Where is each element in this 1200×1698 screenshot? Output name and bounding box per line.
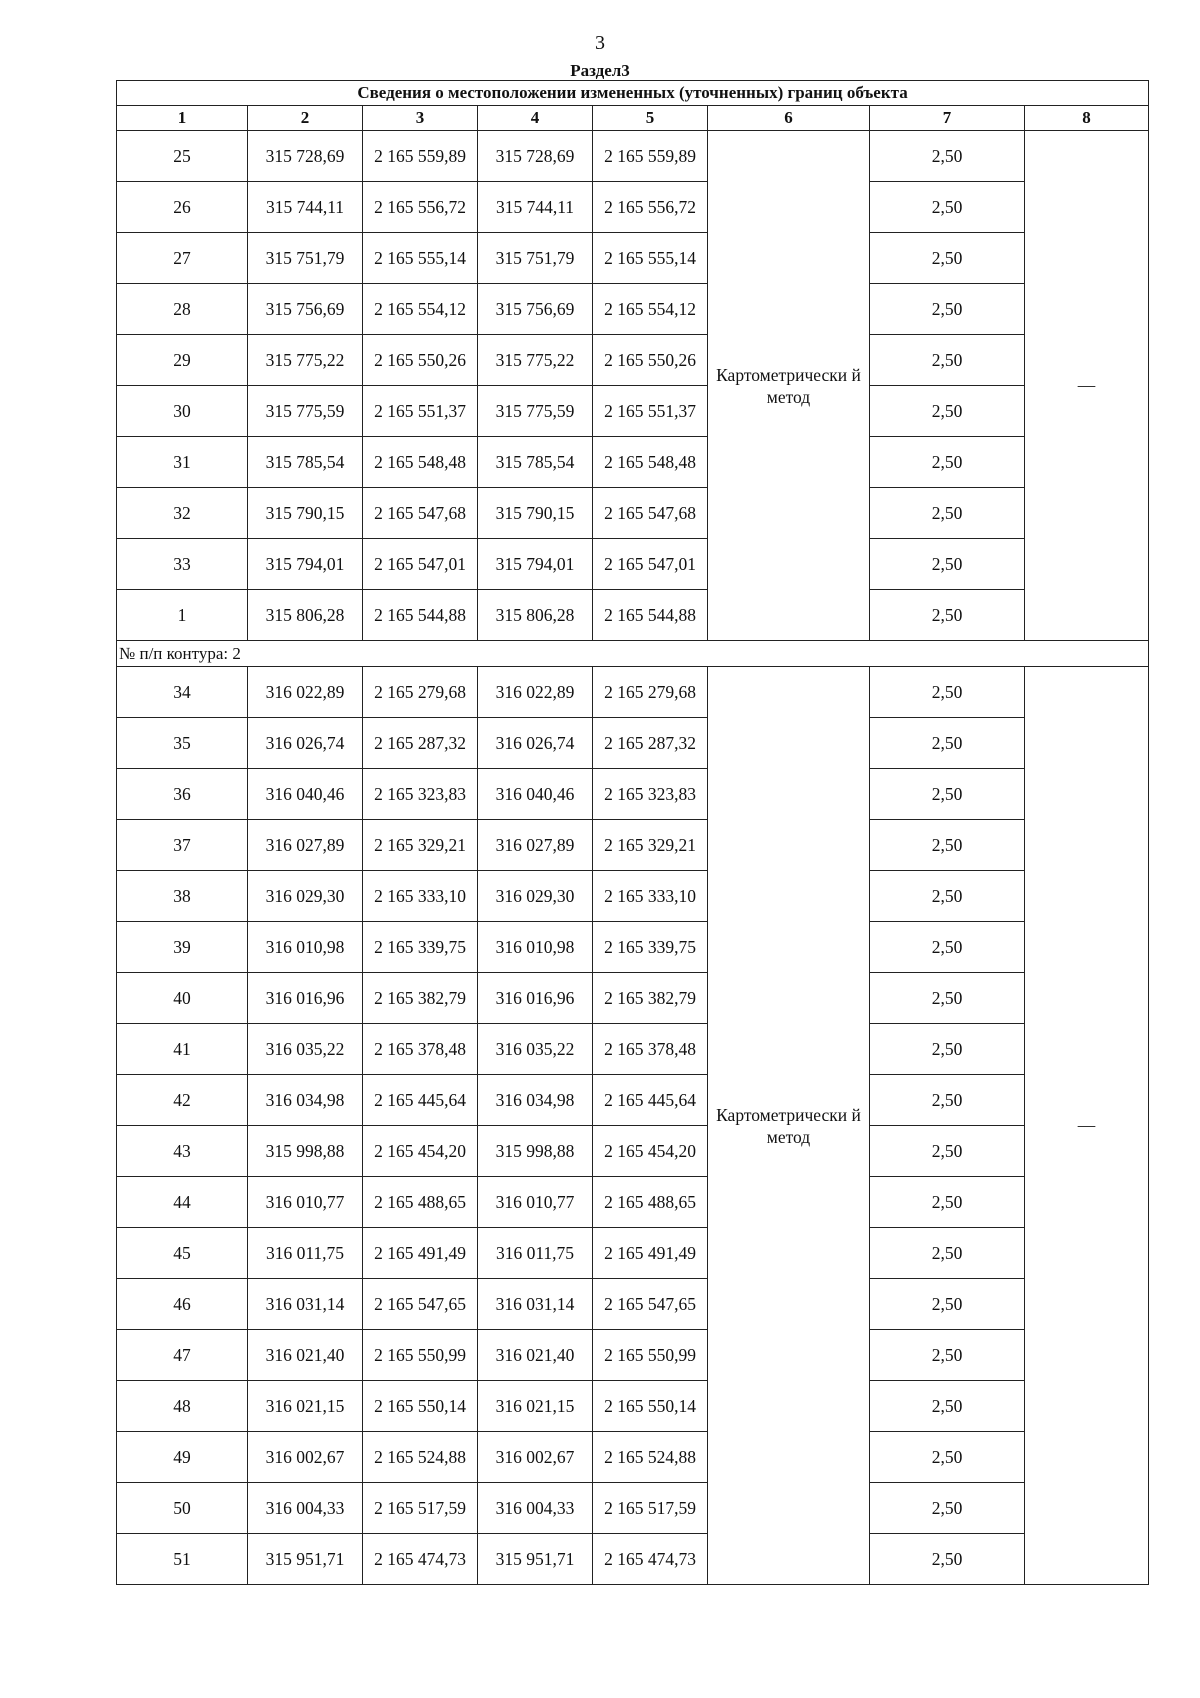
point-number-cell: 29 <box>117 335 248 386</box>
column-header: 1 <box>117 106 248 131</box>
column-header: 5 <box>593 106 708 131</box>
precision-cell: 2,50 <box>870 488 1025 539</box>
section-title: Раздел3 <box>570 61 630 80</box>
point-number-cell: 42 <box>117 1075 248 1126</box>
x-new-cell: 316 021,15 <box>478 1381 593 1432</box>
note-cell: — <box>1025 667 1149 1585</box>
precision-cell: 2,50 <box>870 1483 1025 1534</box>
precision-cell: 2,50 <box>870 1075 1025 1126</box>
x-existing-cell: 315 756,69 <box>248 284 363 335</box>
column-header: 2 <box>248 106 363 131</box>
table-row <box>117 1381 1149 1432</box>
y-new-cell: 2 165 556,72 <box>593 182 708 233</box>
x-existing-cell: 315 775,59 <box>248 386 363 437</box>
precision-cell: 2,50 <box>870 335 1025 386</box>
x-new-cell: 316 026,74 <box>478 718 593 769</box>
table-row <box>117 131 1149 182</box>
point-number-cell: 34 <box>117 667 248 718</box>
y-existing-cell: 2 165 554,12 <box>363 284 478 335</box>
y-new-cell: 2 165 550,99 <box>593 1330 708 1381</box>
y-existing-cell: 2 165 548,48 <box>363 437 478 488</box>
precision-cell: 2,50 <box>870 871 1025 922</box>
y-existing-cell: 2 165 382,79 <box>363 973 478 1024</box>
precision-cell: 2,50 <box>870 1381 1025 1432</box>
y-existing-cell: 2 165 550,99 <box>363 1330 478 1381</box>
table-row <box>117 182 1149 233</box>
y-new-cell: 2 165 333,10 <box>593 871 708 922</box>
x-new-cell: 315 728,69 <box>478 131 593 182</box>
x-new-cell: 315 775,22 <box>478 335 593 386</box>
point-number-cell: 47 <box>117 1330 248 1381</box>
x-existing-cell: 316 035,22 <box>248 1024 363 1075</box>
table-row <box>117 820 1149 871</box>
table-row <box>117 539 1149 590</box>
point-number-cell: 48 <box>117 1381 248 1432</box>
precision-cell: 2,50 <box>870 284 1025 335</box>
x-existing-cell: 316 004,33 <box>248 1483 363 1534</box>
x-new-cell: 315 744,11 <box>478 182 593 233</box>
coordinates-table <box>116 80 1149 1585</box>
x-existing-cell: 316 021,15 <box>248 1381 363 1432</box>
table-row <box>117 1228 1149 1279</box>
y-existing-cell: 2 165 547,65 <box>363 1279 478 1330</box>
point-number-cell: 25 <box>117 131 248 182</box>
y-existing-cell: 2 165 279,68 <box>363 667 478 718</box>
y-new-cell: 2 165 323,83 <box>593 769 708 820</box>
table-row <box>117 284 1149 335</box>
x-existing-cell: 316 011,75 <box>248 1228 363 1279</box>
y-existing-cell: 2 165 550,26 <box>363 335 478 386</box>
precision-cell: 2,50 <box>870 922 1025 973</box>
table-row <box>117 233 1149 284</box>
table-row <box>117 871 1149 922</box>
precision-cell: 2,50 <box>870 973 1025 1024</box>
y-existing-cell: 2 165 551,37 <box>363 386 478 437</box>
y-new-cell: 2 165 551,37 <box>593 386 708 437</box>
point-number-cell: 33 <box>117 539 248 590</box>
x-new-cell: 315 951,71 <box>478 1534 593 1585</box>
x-new-cell: 316 034,98 <box>478 1075 593 1126</box>
table-row <box>117 437 1149 488</box>
x-existing-cell: 316 029,30 <box>248 871 363 922</box>
point-number-cell: 39 <box>117 922 248 973</box>
y-new-cell: 2 165 279,68 <box>593 667 708 718</box>
table-row <box>117 1432 1149 1483</box>
point-number-cell: 40 <box>117 973 248 1024</box>
y-new-cell: 2 165 554,12 <box>593 284 708 335</box>
point-number-cell: 37 <box>117 820 248 871</box>
y-new-cell: 2 165 550,14 <box>593 1381 708 1432</box>
y-new-cell: 2 165 524,88 <box>593 1432 708 1483</box>
x-existing-cell: 316 010,77 <box>248 1177 363 1228</box>
table-row <box>117 1483 1149 1534</box>
y-existing-cell: 2 165 544,88 <box>363 590 478 641</box>
y-new-cell: 2 165 329,21 <box>593 820 708 871</box>
y-existing-cell: 2 165 488,65 <box>363 1177 478 1228</box>
x-new-cell: 316 011,75 <box>478 1228 593 1279</box>
y-new-cell: 2 165 339,75 <box>593 922 708 973</box>
column-header: 3 <box>363 106 478 131</box>
y-existing-cell: 2 165 517,59 <box>363 1483 478 1534</box>
table-row <box>117 590 1149 641</box>
x-existing-cell: 316 021,40 <box>248 1330 363 1381</box>
y-new-cell: 2 165 547,01 <box>593 539 708 590</box>
y-new-cell: 2 165 378,48 <box>593 1024 708 1075</box>
x-existing-cell: 315 794,01 <box>248 539 363 590</box>
precision-cell: 2,50 <box>870 590 1025 641</box>
table-row <box>117 718 1149 769</box>
column-header: 6 <box>708 106 870 131</box>
x-new-cell: 316 004,33 <box>478 1483 593 1534</box>
precision-cell: 2,50 <box>870 182 1025 233</box>
point-number-cell: 1 <box>117 590 248 641</box>
y-existing-cell: 2 165 445,64 <box>363 1075 478 1126</box>
x-new-cell: 316 010,98 <box>478 922 593 973</box>
x-existing-cell: 315 785,54 <box>248 437 363 488</box>
point-number-cell: 51 <box>117 1534 248 1585</box>
point-number-cell: 32 <box>117 488 248 539</box>
x-new-cell: 316 022,89 <box>478 667 593 718</box>
point-number-cell: 49 <box>117 1432 248 1483</box>
table-body <box>117 131 1149 1585</box>
y-new-cell: 2 165 517,59 <box>593 1483 708 1534</box>
table-row <box>117 1126 1149 1177</box>
y-new-cell: 2 165 474,73 <box>593 1534 708 1585</box>
method-cell: Картометрически й метод <box>708 667 870 1585</box>
precision-cell: 2,50 <box>870 1228 1025 1279</box>
y-new-cell: 2 165 547,65 <box>593 1279 708 1330</box>
x-new-cell: 316 035,22 <box>478 1024 593 1075</box>
table-row <box>117 1330 1149 1381</box>
x-new-cell: 316 002,67 <box>478 1432 593 1483</box>
y-new-cell: 2 165 454,20 <box>593 1126 708 1177</box>
x-new-cell: 316 029,30 <box>478 871 593 922</box>
y-existing-cell: 2 165 491,49 <box>363 1228 478 1279</box>
precision-cell: 2,50 <box>870 1432 1025 1483</box>
y-new-cell: 2 165 287,32 <box>593 718 708 769</box>
x-existing-cell: 315 806,28 <box>248 590 363 641</box>
contour-label: № п/п контура: 2 <box>117 641 1149 667</box>
point-number-cell: 44 <box>117 1177 248 1228</box>
precision-cell: 2,50 <box>870 131 1025 182</box>
precision-cell: 2,50 <box>870 437 1025 488</box>
y-existing-cell: 2 165 559,89 <box>363 131 478 182</box>
y-existing-cell: 2 165 547,68 <box>363 488 478 539</box>
point-number-cell: 38 <box>117 871 248 922</box>
point-number-cell: 46 <box>117 1279 248 1330</box>
x-new-cell: 316 010,77 <box>478 1177 593 1228</box>
x-existing-cell: 316 002,67 <box>248 1432 363 1483</box>
table-row <box>117 1279 1149 1330</box>
point-number-cell: 35 <box>117 718 248 769</box>
point-number-cell: 26 <box>117 182 248 233</box>
contour-label-row <box>117 641 1149 667</box>
x-existing-cell: 316 026,74 <box>248 718 363 769</box>
x-existing-cell: 315 790,15 <box>248 488 363 539</box>
x-existing-cell: 315 775,22 <box>248 335 363 386</box>
precision-cell: 2,50 <box>870 1534 1025 1585</box>
y-new-cell: 2 165 491,49 <box>593 1228 708 1279</box>
y-new-cell: 2 165 548,48 <box>593 437 708 488</box>
y-new-cell: 2 165 544,88 <box>593 590 708 641</box>
precision-cell: 2,50 <box>870 1330 1025 1381</box>
x-new-cell: 316 021,40 <box>478 1330 593 1381</box>
x-new-cell: 316 031,14 <box>478 1279 593 1330</box>
x-new-cell: 315 998,88 <box>478 1126 593 1177</box>
column-header: 8 <box>1025 106 1149 131</box>
x-existing-cell: 316 027,89 <box>248 820 363 871</box>
y-existing-cell: 2 165 378,48 <box>363 1024 478 1075</box>
precision-cell: 2,50 <box>870 769 1025 820</box>
note-cell: — <box>1025 131 1149 641</box>
y-existing-cell: 2 165 556,72 <box>363 182 478 233</box>
x-existing-cell: 316 040,46 <box>248 769 363 820</box>
x-existing-cell: 316 031,14 <box>248 1279 363 1330</box>
point-number-cell: 36 <box>117 769 248 820</box>
page-number: 3 <box>595 32 605 54</box>
precision-cell: 2,50 <box>870 820 1025 871</box>
table-row <box>117 488 1149 539</box>
column-header: 4 <box>478 106 593 131</box>
y-existing-cell: 2 165 329,21 <box>363 820 478 871</box>
y-existing-cell: 2 165 550,14 <box>363 1381 478 1432</box>
x-new-cell: 315 785,54 <box>478 437 593 488</box>
y-existing-cell: 2 165 524,88 <box>363 1432 478 1483</box>
x-new-cell: 315 806,28 <box>478 590 593 641</box>
x-new-cell: 315 756,69 <box>478 284 593 335</box>
y-existing-cell: 2 165 454,20 <box>363 1126 478 1177</box>
x-new-cell: 315 751,79 <box>478 233 593 284</box>
precision-cell: 2,50 <box>870 233 1025 284</box>
y-new-cell: 2 165 559,89 <box>593 131 708 182</box>
x-new-cell: 316 016,96 <box>478 973 593 1024</box>
x-existing-cell: 316 016,96 <box>248 973 363 1024</box>
x-existing-cell: 315 728,69 <box>248 131 363 182</box>
y-existing-cell: 2 165 339,75 <box>363 922 478 973</box>
x-new-cell: 316 027,89 <box>478 820 593 871</box>
point-number-cell: 50 <box>117 1483 248 1534</box>
point-number-cell: 43 <box>117 1126 248 1177</box>
point-number-cell: 41 <box>117 1024 248 1075</box>
precision-cell: 2,50 <box>870 1126 1025 1177</box>
y-new-cell: 2 165 445,64 <box>593 1075 708 1126</box>
point-number-cell: 30 <box>117 386 248 437</box>
x-existing-cell: 316 010,98 <box>248 922 363 973</box>
y-existing-cell: 2 165 474,73 <box>363 1534 478 1585</box>
table-row <box>117 1024 1149 1075</box>
method-cell: Картометрически й метод <box>708 131 870 641</box>
table-row <box>117 386 1149 437</box>
x-existing-cell: 315 998,88 <box>248 1126 363 1177</box>
y-existing-cell: 2 165 333,10 <box>363 871 478 922</box>
y-existing-cell: 2 165 323,83 <box>363 769 478 820</box>
y-existing-cell: 2 165 555,14 <box>363 233 478 284</box>
point-number-cell: 27 <box>117 233 248 284</box>
x-existing-cell: 316 034,98 <box>248 1075 363 1126</box>
point-number-cell: 45 <box>117 1228 248 1279</box>
table-row <box>117 1177 1149 1228</box>
x-new-cell: 316 040,46 <box>478 769 593 820</box>
precision-cell: 2,50 <box>870 1177 1025 1228</box>
precision-cell: 2,50 <box>870 1279 1025 1330</box>
precision-cell: 2,50 <box>870 539 1025 590</box>
x-new-cell: 315 794,01 <box>478 539 593 590</box>
y-new-cell: 2 165 547,68 <box>593 488 708 539</box>
table-caption: Сведения о местоположении измененных (уточненных) границ объекта <box>117 81 1149 106</box>
y-new-cell: 2 165 488,65 <box>593 1177 708 1228</box>
x-existing-cell: 315 744,11 <box>248 182 363 233</box>
y-new-cell: 2 165 382,79 <box>593 973 708 1024</box>
y-new-cell: 2 165 555,14 <box>593 233 708 284</box>
x-existing-cell: 315 951,71 <box>248 1534 363 1585</box>
table-row <box>117 922 1149 973</box>
point-number-cell: 31 <box>117 437 248 488</box>
x-new-cell: 315 790,15 <box>478 488 593 539</box>
column-header: 7 <box>870 106 1025 131</box>
point-number-cell: 28 <box>117 284 248 335</box>
precision-cell: 2,50 <box>870 1024 1025 1075</box>
y-existing-cell: 2 165 287,32 <box>363 718 478 769</box>
table-row <box>117 335 1149 386</box>
precision-cell: 2,50 <box>870 718 1025 769</box>
x-new-cell: 315 775,59 <box>478 386 593 437</box>
y-existing-cell: 2 165 547,01 <box>363 539 478 590</box>
x-existing-cell: 315 751,79 <box>248 233 363 284</box>
table-row <box>117 973 1149 1024</box>
x-existing-cell: 316 022,89 <box>248 667 363 718</box>
precision-cell: 2,50 <box>870 667 1025 718</box>
table-row <box>117 1075 1149 1126</box>
table-row <box>117 769 1149 820</box>
table-row <box>117 1534 1149 1585</box>
precision-cell: 2,50 <box>870 386 1025 437</box>
table-row <box>117 667 1149 718</box>
y-new-cell: 2 165 550,26 <box>593 335 708 386</box>
